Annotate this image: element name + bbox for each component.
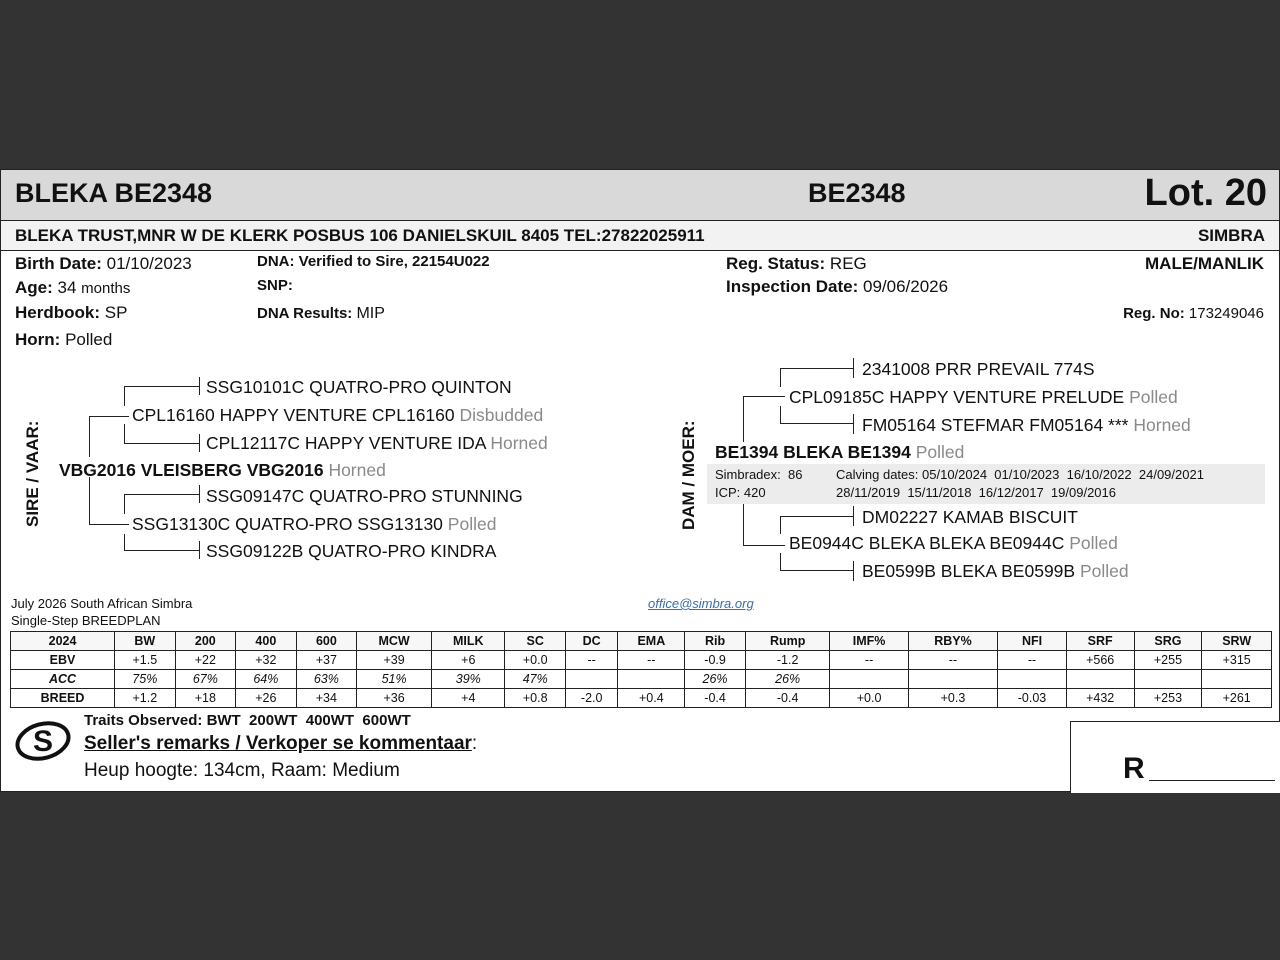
snp-label: SNP: <box>257 277 293 294</box>
acc-cell: 47% <box>505 670 566 689</box>
ebv-header-cell: IMF% <box>830 632 908 651</box>
dam-sire: CPL09185C HAPPY VENTURE PRELUDE Polled <box>789 387 1178 407</box>
acc-cell <box>1202 670 1272 689</box>
horn-status: Horn: Polled <box>15 330 113 349</box>
acc-cell <box>908 670 998 689</box>
pedigree-connector <box>780 423 854 424</box>
pedigree-connector <box>89 477 90 525</box>
ebv-cell: +315 <box>1202 651 1272 670</box>
pedigree-connector <box>853 414 854 434</box>
ebv-cell: -- <box>565 651 617 670</box>
ebv-cell: +0.0 <box>505 651 566 670</box>
sire-sire: CPL16160 HAPPY VENTURE CPL16160 Disbudded <box>132 405 544 425</box>
inspection-date: Inspection Date: 09/06/2026 <box>726 277 949 296</box>
pedigree-connector <box>89 416 129 417</box>
dam-sire-sire: 2341008 PRR PREVAIL 774S <box>862 359 1095 379</box>
ebv-header-cell: SC <box>505 632 566 651</box>
ebv-cell: +566 <box>1066 651 1134 670</box>
breed-cell: +0.4 <box>618 689 685 708</box>
ebv-cell: +6 <box>432 651 505 670</box>
ebv-cell: +39 <box>357 651 432 670</box>
pedigree-connector <box>89 416 90 457</box>
calving-dates: Calving dates: 05/10/2024 01/10/2023 16/10/2022 24/09/2021 <box>836 467 1204 482</box>
breed-cell: +36 <box>357 689 432 708</box>
sire-sire-sire: SSG10101C QUATRO-PRO QUINTON <box>206 377 512 397</box>
sire-dam-dam: SSG09122B QUATRO-PRO KINDRA <box>206 541 497 561</box>
breed-cell: +34 <box>296 689 357 708</box>
pedigree-connector <box>124 443 200 444</box>
ebv-header-cell: BW <box>115 632 176 651</box>
pedigree-connector <box>780 553 781 571</box>
breed-cell: +4 <box>432 689 505 708</box>
breed-cell: -2.0 <box>565 689 617 708</box>
lot-number: Lot. 20 <box>1144 172 1267 214</box>
pedigree-connector <box>124 494 125 514</box>
ebv-header-cell: MCW <box>357 632 432 651</box>
animal-code: BE2348 <box>808 178 906 208</box>
pedigree-connector <box>743 504 744 546</box>
ebv-cell: -- <box>908 651 998 670</box>
ebv-header-cell: 400 <box>236 632 297 651</box>
sire-dam-sire: SSG09147C QUATRO-PRO STUNNING <box>206 486 523 506</box>
acc-cell: 63% <box>296 670 357 689</box>
owner-details: BLEKA TRUST,MNR W DE KLERK POSBUS 106 DANIELSKUIL 8405 TEL:27822025911 <box>15 226 705 245</box>
logo-letter: S <box>32 725 54 758</box>
price-box[interactable] <box>1070 721 1280 793</box>
ebv-header-cell: MILK <box>432 632 505 651</box>
animal-name: BLEKA BE2348 <box>15 178 213 208</box>
ebv-header-cell: 200 <box>175 632 236 651</box>
ebv-header-cell: Rib <box>685 632 746 651</box>
dam-side-label: DAM / MOER: <box>679 420 698 530</box>
ebv-header-cell: NFI <box>998 632 1067 651</box>
traits-observed: Traits Observed: BWT 200WT 400WT 600WT <box>84 712 411 729</box>
pedigree-connector <box>124 550 200 551</box>
icp: ICP: 420 <box>715 485 766 500</box>
pedigree-connector <box>853 561 854 581</box>
birth-date: Birth Date: 01/10/2023 <box>15 254 192 273</box>
calving-dates-line2: 28/11/2019 15/11/2018 16/12/2017 19/09/2016 <box>836 485 1116 500</box>
pedigree-connector <box>124 534 125 551</box>
acc-cell <box>830 670 908 689</box>
dam-production-box <box>707 464 1265 504</box>
sex: MALE/MANLIK <box>1145 254 1264 273</box>
acc-cell: 26% <box>745 670 830 689</box>
sire-name: VBG2016 VLEISBERG VBG2016 Horned <box>59 460 386 480</box>
breed-cell: +261 <box>1202 689 1272 708</box>
acc-cell: 64% <box>236 670 297 689</box>
acc-cell <box>565 670 617 689</box>
breed-name: SIMBRA <box>1197 226 1265 245</box>
pedigree-connector <box>780 570 854 571</box>
breedplan-subtitle: Single-Step BREEDPLAN <box>11 613 161 628</box>
ebv-label: EBV <box>11 651 115 670</box>
ebv-header-cell: RBY% <box>908 632 998 651</box>
dam-dam-sire: DM02227 KAMAB BISCUIT <box>862 507 1078 527</box>
ebv-cell: -- <box>618 651 685 670</box>
simbra-logo <box>14 721 72 761</box>
breed-cell: -0.4 <box>745 689 830 708</box>
breed-cell: +26 <box>236 689 297 708</box>
breed-avg-row <box>11 689 1272 708</box>
dna-verification: DNA: Verified to Sire, 22154U022 <box>257 253 490 270</box>
breed-cell: +432 <box>1066 689 1134 708</box>
acc-cell <box>618 670 685 689</box>
acc-cell <box>1134 670 1202 689</box>
ebv-cell: -- <box>998 651 1067 670</box>
breed-cell: +0.0 <box>830 689 908 708</box>
breed-cell: +18 <box>175 689 236 708</box>
pedigree-connector <box>124 386 200 387</box>
acc-cell: 75% <box>115 670 176 689</box>
pedigree-connector <box>780 516 781 534</box>
lot-card <box>0 169 1280 792</box>
breed-cell: -0.03 <box>998 689 1067 708</box>
reg-number: Reg. No: 173249046 <box>1123 305 1264 322</box>
seller-remarks-heading: Seller's remarks / Verkoper se kommentaar: <box>84 733 478 754</box>
acc-cell: 51% <box>357 670 432 689</box>
dam-dam-dam: BE0599B BLEKA BE0599B Polled <box>862 561 1129 581</box>
price-prefix: R <box>1123 752 1145 785</box>
ebv-cell: +37 <box>296 651 357 670</box>
ebv-header-cell: Rump <box>745 632 830 651</box>
price-line <box>1149 780 1275 781</box>
pedigree-connector <box>780 368 854 369</box>
ebv-header-label: 2024 <box>11 632 115 651</box>
dam-dam: BE0944C BLEKA BLEKA BE0944C Polled <box>789 533 1118 553</box>
ebv-cell: -- <box>830 651 908 670</box>
herdbook: Herdbook: SP <box>15 303 128 322</box>
pedigree-connector <box>743 545 785 546</box>
dam-name: BE1394 BLEKA BE1394 Polled <box>715 442 965 462</box>
acc-cell: 67% <box>175 670 236 689</box>
sire-dam: SSG13130C QUATRO-PRO SSG13130 Polled <box>132 514 497 534</box>
reg-status: Reg. Status: REG <box>726 254 867 273</box>
ebv-cell: +32 <box>236 651 297 670</box>
ebv-header-cell: SRF <box>1066 632 1134 651</box>
breedplan-title: July 2026 South African Simbra <box>11 596 193 611</box>
pedigree-connector <box>743 396 744 442</box>
ebv-cell: +1.5 <box>115 651 176 670</box>
ebv-table <box>10 631 1272 708</box>
age: Age: 34 months <box>15 278 131 297</box>
acc-cell: 26% <box>685 670 746 689</box>
ebv-header-cell: 600 <box>296 632 357 651</box>
acc-cell: 39% <box>432 670 505 689</box>
sire-side-label: SIRE / VAAR: <box>23 420 42 527</box>
ebv-cell: -0.9 <box>685 651 746 670</box>
breed-label: BREED <box>11 689 115 708</box>
pedigree-connector <box>124 494 200 495</box>
pedigree-connector <box>780 406 781 424</box>
simbradex: Simbradex: 86 <box>715 467 803 482</box>
owner-bar <box>1 221 1279 251</box>
pedigree-connector <box>124 386 125 406</box>
acc-cell <box>998 670 1067 689</box>
ebv-header-cell: DC <box>565 632 617 651</box>
pedigree-connector <box>124 424 125 444</box>
card-header <box>1 170 1279 221</box>
acc-label: ACC <box>11 670 115 689</box>
ebv-header-cell: EMA <box>618 632 685 651</box>
breed-cell: +0.3 <box>908 689 998 708</box>
breed-cell: +1.2 <box>115 689 176 708</box>
breed-cell: +253 <box>1134 689 1202 708</box>
acc-row <box>11 670 1272 689</box>
ebv-cell: +22 <box>175 651 236 670</box>
pedigree-connector <box>780 368 781 387</box>
sire-sire-dam: CPL12117C HAPPY VENTURE IDA Horned <box>206 433 548 453</box>
breed-cell: +0.8 <box>505 689 566 708</box>
ebv-cell: +255 <box>1134 651 1202 670</box>
ebv-header-row <box>11 632 1272 651</box>
pedigree-connector <box>89 524 129 525</box>
pedigree-connector <box>743 396 785 397</box>
contact-email-link[interactable]: office@simbra.org <box>648 596 754 611</box>
ebv-cell: -1.2 <box>745 651 830 670</box>
ebv-header-cell: SRW <box>1202 632 1272 651</box>
pedigree-connector <box>780 516 854 517</box>
dam-sire-dam: FM05164 STEFMAR FM05164 *** Horned <box>862 415 1191 435</box>
ebv-header-cell: SRG <box>1134 632 1202 651</box>
dna-results: DNA Results: MIP <box>257 305 385 322</box>
ebv-row <box>11 651 1272 670</box>
breed-cell: -0.4 <box>685 689 746 708</box>
seller-remarks: Heup hoogte: 134cm, Raam: Medium <box>84 760 400 781</box>
acc-cell <box>1066 670 1134 689</box>
